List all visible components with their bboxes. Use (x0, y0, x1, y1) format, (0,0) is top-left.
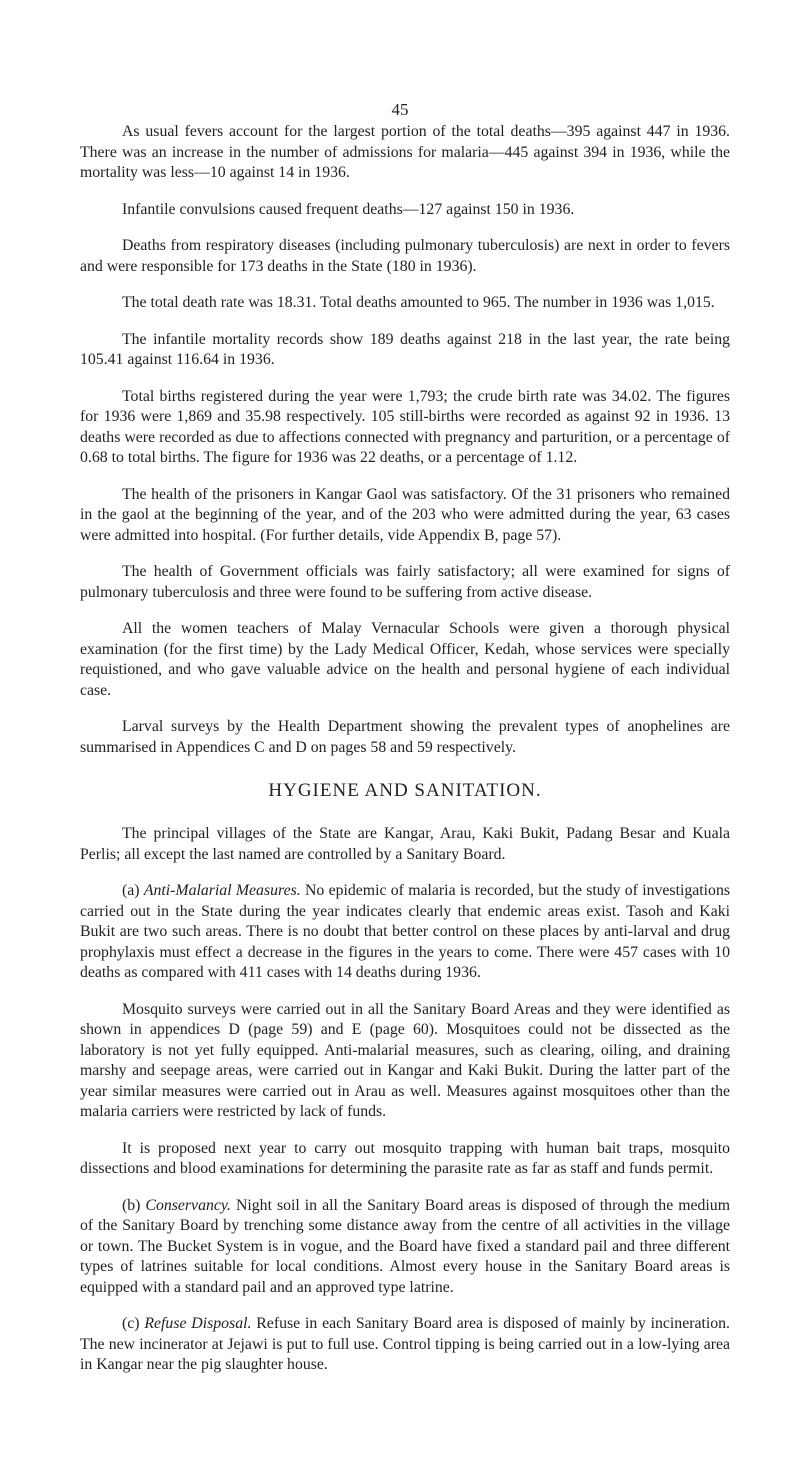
paragraph-anti-malarial (80, 881, 730, 984)
paragraph-larval-surveys: Larval surveys by the Health Department showing the prevalent types of anophelines are summarised in Appendices C and D on pages 58 and 59 respectively. (80, 718, 730, 756)
section-b-marker: (b) (122, 1196, 141, 1214)
section-c-label: Refuse Disposal. (144, 1315, 252, 1332)
section-a-label: Anti-Malarial Measures. (143, 882, 301, 899)
paragraph-mosquito-proposal: It is proposed next year to carry out mosquito trapping with human bait traps, mosquito dissections and blood examinations for determining the parasite rate as far as staff and funds permit. (80, 1139, 730, 1177)
paragraph-mosquito-surveys: Mosquito surveys were carried out in all the Sanitary Board Areas and they were identified as shown in appendices D (page 59) and E (page 60). Mosquitoes could not be dissected as the laboratory is not yet fully equipped. Anti-malarial measures, such as clearing, oiling, and draining marshy and seepage areas, were carried out in Kangar and Kaki Bukit. During the latter part of the year similar measures were carried out in Arau as well. Measures against mosquitoes other than the malaria carriers were restricted by lack of funds. (80, 1000, 730, 1120)
paragraph-government-officials: The health of Government officials was fairly satisfactory; all were examined for signs of pulmonary tuberculosis and three were found to be suffering from active disease. (80, 563, 730, 601)
paragraph-death-rate: The total death rate was 18.31. Total deaths amounted to 965. The number in 1936 was 1,015. (122, 294, 715, 311)
paragraph-prisoners: The health of the prisoners in Kangar Gaol was satisfactory. Of the 31 prisoners who remained in the gaol at the beginning of the year, and of the 203 who were admitted during the year, 63 cases were admitted into hospital. (For further details, vide Appendix B, page 57). (80, 485, 730, 544)
section-c-marker: (c) (122, 1315, 140, 1332)
section-heading: HYGIENE AND SANITATION. (268, 780, 542, 801)
paragraph-infantile-convulsions: Infantile convulsions caused frequent deaths—127 against 150 in 1936. (122, 200, 575, 218)
section-c-text: Refuse in each Sanitary Board area is disposed of mainly by incineration. The new incinerator at Jejawi is put to full use. Control tipping is being carried out in a low-lying area in Kangar near the pig slaughter house. (80, 1315, 730, 1373)
paragraph-births: Total births registered during the year were 1,793; the crude birth rate was 34.02. The figures for 1936 were 1,869 and 35.98 respectively. 105 still-births were recorded as against 92 in 1936. 13 deaths were recorded as due to affections connected with pregnancy and parturition, or a percentage of 0.68 to total births. The figure for 1936 was 22 deaths, or a percentage of 1.12. (80, 387, 730, 466)
paragraph-principal-villages: The principal villages of the State are Kangar, Arau, Kaki Bukit, Padang Besar and Kuala Perlis; all except the last named are controlled by a Sanitary Board. (80, 825, 730, 863)
paragraph-infantile-mortality: The infantile mortality records show 189 deaths against 218 in the last year, the rate being 105.41 against 116.64 in 1936. (80, 330, 730, 368)
section-b-label: Conservancy. (145, 1196, 231, 1214)
paragraph-respiratory-diseases: Deaths from respiratory diseases (including pulmonary tuberculosis) are next in order to fevers and were responsible for 173 deaths in the State (180 in 1936). (80, 237, 730, 275)
section-a-text: No epidemic of malaria is recorded, but the study of investigations carried out in the State during the year indicates clearly that endemic areas exist. Tasoh and Kaki Bukit are two such areas. There is no doubt that better control on these places by anti-larval and drug prophylaxis must effect a decrease in the figures in the years to come. There were 457 cases with 10 deaths as compared with 411 cases with 14 deaths during 1936. (80, 882, 730, 981)
page-number: 45 (391, 100, 409, 119)
body-text (80, 122, 730, 1392)
section-b-text: Night soil in all the Sanitary Board areas is disposed of through the medium of the Sanitary Board by trenching some distance away from the centre of all activities in the village or town. The Bucket System is in vogue, and the Board have fixed a standard pail and three different types of latrines suitable for local conditions. Almost every house in the Sanitary Board areas is equipped with a standard pail and an approved type latrine. (80, 1196, 730, 1296)
section-a-marker: (a) (122, 882, 140, 899)
paragraph-women-teachers: All the women teachers of Malay Vernacular Schools were given a thorough physical examination (for the first time) by the Lady Medical Officer, Kedah, whose services were specially requistioned, and who gave valuable advice on the health and personal hygiene of each individual case. (80, 620, 730, 699)
paragraph-refuse-disposal (80, 1314, 730, 1376)
paragraph-conservancy (80, 1196, 730, 1299)
paragraph-fevers: As usual fevers account for the largest portion of the total deaths—395 against 447 in 1936. There was an increase in the number of admissions for malaria—445 against 394 in 1936, while the mortality was less—10 against 14 in 1936. (80, 123, 730, 181)
